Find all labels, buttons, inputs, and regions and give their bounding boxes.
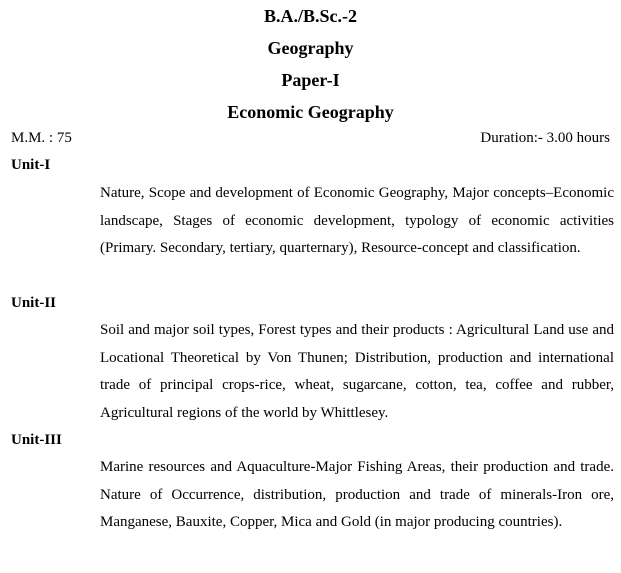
unit-heading: Unit-II <box>11 295 57 311</box>
exam-meta-row <box>11 128 610 148</box>
subject-title: Geography <box>267 38 354 58</box>
max-marks: M.M. : 75 <box>11 130 72 146</box>
paper-name: Economic Geography <box>227 102 394 122</box>
unit-heading: Unit-I <box>11 157 51 173</box>
unit-body: Marine resources and Aquaculture-Major Fishing Areas, their production and trade. Nature of Occurrence, distribution, production and trade of minerals-Iron ore, Manganese, Bauxite, Copper, Mica and Gold (in major producing countries). <box>100 459 614 531</box>
unit-heading: Unit-III <box>11 432 62 448</box>
unit-body: Nature, Scope and development of Economic Geography, Major concepts–Economic landscape, Stages of economic development, typology of economic activities (Primary. Secondary, tertiary, quarternary), Resource-concept and classification. <box>100 185 614 257</box>
course-title: B.A./B.Sc.-2 <box>263 6 357 26</box>
paper-title: Paper-I <box>281 70 340 90</box>
unit-body: Soil and major soil types, Forest types and their products : Agricultural Land use and Locational Theoretical by Von Thunen; Distribution, production and international trade of principal crops-rice, wheat, sugarcane, cotton, tea, coffee and rubber, Agricultural regions of the world by Whittlesey. <box>100 322 614 421</box>
exam-duration: Duration:- 3.00 hours <box>480 130 610 146</box>
